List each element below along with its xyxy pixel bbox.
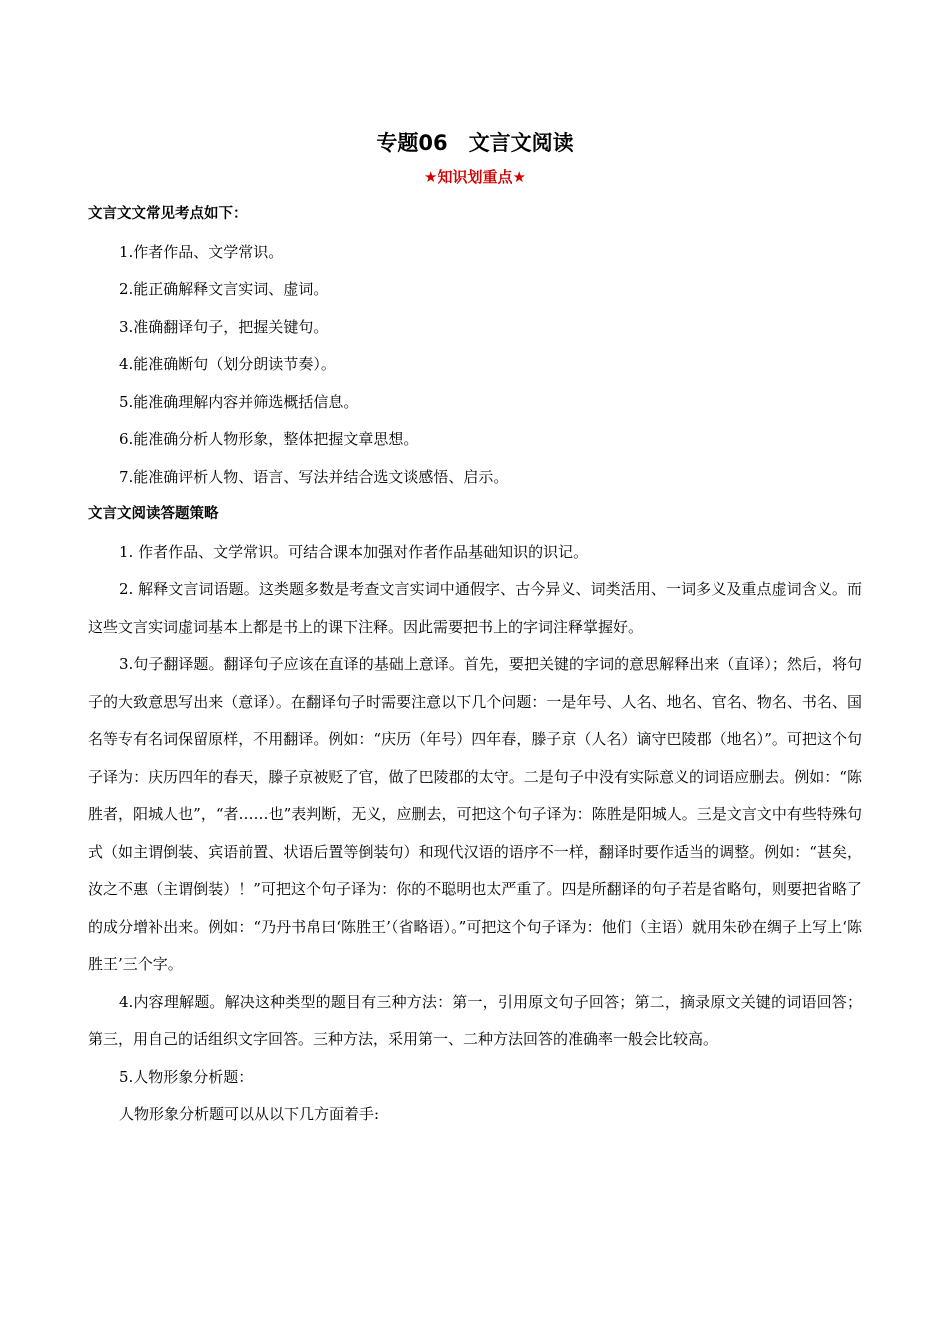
list-item: 6.能准确分析人物形象，整体把握文章思想。	[119, 430, 419, 448]
section-heading-exam-points: 文言文文常见考点如下：	[88, 206, 248, 222]
paragraph: 1. 作者作品、文学常识。可结合课本加强对作者作品基础知识的识记。	[119, 542, 589, 561]
subtitle: ★知识划重点★	[424, 168, 526, 186]
paragraph: 4.内容理解题。解决这种类型的题目有三种方法：第一，引用原文句子回答；第二，摘录原文关键的词语回答；第三，用自己的话组织文字回答。三种方法，采用第一、二种方法回答的准确率一般会比较高。	[88, 992, 862, 1048]
section-heading-strategy: 文言文阅读答题策略	[88, 506, 219, 522]
list-item: 3.准确翻译句子，把握关键句。	[119, 317, 329, 336]
list-item: 2.能正确解释文言实词、虚词。	[119, 280, 329, 298]
paragraph: 3.句子翻译题。翻译句子应该在直译的基础上意译。首先，要把关键的字词的意思解释出来（直译）；然后，将句子的大致意思写出来（意译）。在翻译句子时需要注意以下几个问题：一是年号、人名、地名、官名、物名、书名、国名等专有名词保留原样，不用翻译。例如：“庆历（年号）四年春，滕子京（人名）谪守巴陵郡（地名）”。可把这个句子译为：庆历四年的春天，滕子京被贬了官，做了巴陵郡的太守。二是句子中没有实际意义的词语应删去。例如：“陈胜者，阳城人也”，“者……也”表判断，无义，应删去，可把这个句子译为：陈胜是阳城人。三是文言文中有些特殊句式（如主谓倒装、宾语前置、状语后置等倒装句）和现代汉语的语序不一样，翻译时要作适当的调整。例如：“甚矣，汝之不惠（主谓倒装）！”可把这个句子译为：你的不聪明也太严重了。四是所翻译的句子若是省略句，则要把省略了的成分增补出来。例如：“乃丹书帛曰‘陈胜王’（省略语）。”可把这个句子译为：他们（主语）就用朱砂在绸子上写上‘陈胜王’三个字。	[88, 655, 862, 973]
paragraph: 5.人物形象分析题：	[119, 1067, 254, 1086]
page-title: 专题06 文言文阅读	[376, 131, 574, 155]
document-page	[88, 126, 862, 1134]
list-item: 4.能准确断句（划分朗读节奏）。	[119, 355, 336, 373]
list-item: 7.能准确评析人物、语言、写法并结合选文谈感悟、启示。	[119, 467, 509, 486]
list-item: 5.能准确理解内容并筛选概括信息。	[119, 392, 359, 411]
paragraph: 2. 解释文言词语题。这类题多数是考查文言实词中通假字、古今异义、词类活用、一词多义及重点虚词含义。而这些文言实词虚词基本上都是书上的课下注释。因此需要把书上的字词注释掌握好。	[88, 580, 862, 636]
paragraph: 人物形象分析题可以从以下几方面着手:	[119, 1105, 380, 1123]
list-item: 1.作者作品、文学常识。	[119, 242, 284, 261]
